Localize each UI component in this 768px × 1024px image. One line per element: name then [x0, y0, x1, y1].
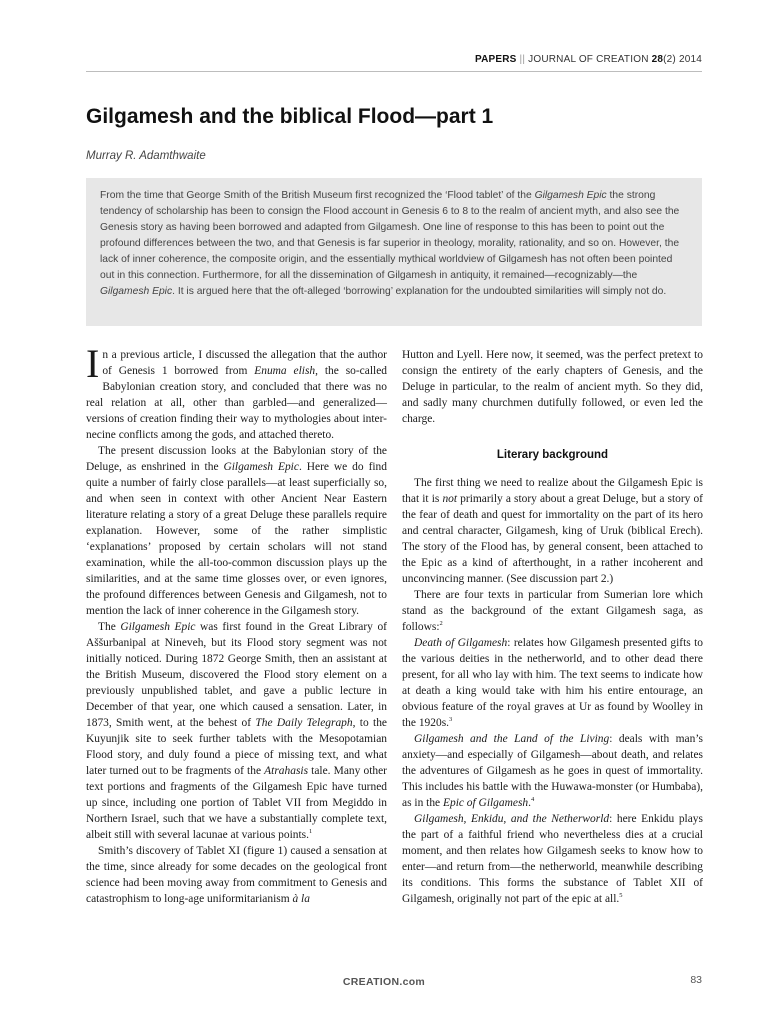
paragraph-text: tale. Many other text portions and fragments of the Gilgamesh Epic have turned up since, including one portion of Tablet VII from Megiddo in Northern Israel, such that we have a substantially complete text, albeit still with several lacunae at various points.: [86, 765, 387, 841]
footnote-ref[interactable]: 2: [439, 620, 443, 628]
paragraph-italic: Gilgamesh, Enkidu, and the Netherworld: [414, 813, 610, 825]
body-column-right: [402, 347, 703, 907]
section-label: PAPERS: [474, 54, 517, 65]
paragraph-text: .: [528, 797, 531, 809]
page-number: 83: [690, 974, 702, 986]
body-paragraph: [86, 443, 387, 619]
footnote-ref[interactable]: 4: [530, 796, 535, 804]
abstract-text: From the time that George Smith of the British Museum first recognized the ‘Flood tablet’ of the: [100, 190, 535, 201]
paragraph-text: . Here we do find quite a number of fairly close parallels—at least superficially so, and when seen in context with other Ancient Near Eastern literature relating a story of a great Deluge these parallels require explanation. However, some of the rather simplistic ‘explanations’ proposed by certain scholars will not stand examination, while the all-too-common discussion plays up the similarities, and at the same time glosses over, or even ignores, the profound differences between Genesis and Gilgamesh, not to mention the lack of inner coherence in the Gilgamesh story.: [86, 461, 387, 617]
abstract-box: [86, 178, 702, 326]
journal-name: JOURNAL OF CREATION: [528, 54, 649, 65]
article-title: Gilgamesh and the biblical Flood—part 1: [86, 105, 494, 128]
paragraph-italic: à la: [292, 893, 310, 905]
body-paragraph: [86, 619, 387, 843]
journal-volume: 28: [651, 54, 664, 65]
abstract-italic: Gilgamesh Epic: [100, 286, 173, 297]
body-paragraph: [402, 811, 703, 907]
paragraph-italic: Enuma elish: [254, 365, 316, 377]
header-separator: ||: [519, 54, 526, 65]
header-rule: [86, 71, 702, 72]
body-paragraph: [402, 587, 703, 635]
abstract-text: . It is argued here that the oft-alleged ‘borrowing’ explanation for the undoubted similarities will simply not do.: [172, 286, 667, 297]
body-paragraph: [402, 731, 703, 811]
paragraph-text: : relates how Gilgamesh presented gifts to the various deities in the netherworld, and to other dead there present, for all who lay with him. The text seems to indicate how at death a king would take with him his entire entourage, an obvious feature of the royal graves at Ur as found by Woolley in the 1920s.: [402, 637, 703, 729]
abstract-text: the strong tendency of scholarship has been to consign the Flood account in Genesis 6 to 8 to the realm of ancient myth, and also see the Genesis story as having been borrowed and adapted from Gilgamesh. One line of response to this has been to point out the profound differences between the two, and that Genesis is far superior in theology, morality, rationality, and so on. However, the lack of inner coherence, the composite origin, and the essentially mythical worldview of Gilgamesh has not often been pointed out in this connection. Furthermore, for all the dissemination of Gilgamesh in antiquity, it remained—recognizably—the: [100, 190, 680, 281]
abstract-italic: Gilgamesh Epic: [534, 190, 607, 201]
paragraph-text: n a previous article, I discussed the allegation that the author of Genesis 1 borrowed from: [102, 349, 387, 377]
paragraph-italic: The Daily Telegraph: [255, 717, 353, 729]
paragraph-text: was first found in the Great Library of Aššurbanipal at Nineveh, but its Flood story segment was not initially noticed. During 1872 George Smith, then an assistant at the British Museum, discovered the Flood story element on a previously unpublished tablet, and gave a public lecture in December of that year, one which caused a sensation. Later, in 1873, Smith went, at the behest of: [86, 621, 387, 729]
paragraph-italic: Gilgamesh Epic: [120, 621, 196, 633]
paragraph-text: The: [98, 621, 121, 633]
paragraph-text: , the so-called Babylonian creation story, and concluded that there was no real relation at all, other than garbled—and generalized—versions of creation finding their way to mythologies about inter-necine conflicts among the gods, and attached thereto.: [86, 365, 387, 441]
paragraph-italic: Atrahasis: [264, 765, 309, 777]
journal-issue-year: (2) 2014: [663, 54, 702, 65]
footnote-ref[interactable]: 1: [308, 828, 313, 836]
drop-cap: I: [86, 341, 100, 386]
body-paragraph: [86, 341, 387, 443]
body-paragraph: [86, 843, 387, 907]
footer-site[interactable]: CREATION.com: [342, 976, 426, 988]
paragraph-text: The present discussion looks at the Babylonian story of the Deluge, as enshrined in the: [86, 445, 387, 473]
paragraph-text: The first thing we need to realize about the Gilgamesh Epic is that it is: [402, 477, 703, 505]
paragraph-italic: Epic of Gilgamesh: [442, 797, 529, 809]
paragraph-text: : here Enkidu plays the part of a faithful friend who nevertheless dies at a crucial moment, and then relates how Gilgamesh seeks to know how to enter—and return from—the netherworld, meanwhile describing its conditions. This forms the substance of Tablet XII of Gilgamesh, originally not part of the epic at all.: [402, 813, 703, 905]
paragraph-italic: Gilgamesh and the Land of the Living: [414, 733, 610, 745]
paragraph-italic: Gilgamesh Epic: [223, 461, 299, 473]
paragraph-text: Smith’s discovery of Tablet XI (figure 1) caused a sensation at the time, since already for some decades on the geological front science had been moving away from commitment to Genesis and catastrophism to long-age uniformitarianism: [86, 845, 387, 905]
paragraph-text: There are four texts in particular from Sumerian lore which stand as the background of the extant Gilgamesh saga, as follows:: [402, 589, 703, 633]
body-column-left: [86, 341, 387, 907]
paragraph-text: , to the Kuyunjik site to seek further tablets with the Mesopotamian Flood story, and duly found a piece of missing text, and what later turned out to be fragments of the: [86, 717, 387, 777]
body-paragraph: Hutton and Lyell. Here now, it seemed, was the perfect pretext to consign the entirety of the early chapters of Genesis, and the Deluge in particular, to the realm of ancient myth. So they did, and sadly many churchmen dutifully followed, or even led the charge.: [402, 349, 703, 425]
paragraph-text: : deals with man’s anxiety—and especially of Gilgamesh—about death, and relates the adventures of Gilgamesh as he goes in quest of immortality. This includes his battle with the Huwawa-monster (or Humbaba), as in the: [402, 733, 703, 809]
paragraph-italic: not: [442, 493, 458, 505]
article-author: Murray R. Adamthwaite: [86, 150, 206, 162]
running-header: [475, 54, 702, 65]
footnote-ref[interactable]: 3: [449, 716, 453, 724]
section-heading: Literary background: [496, 449, 609, 461]
paragraph-text: primarily a story about a great Deluge, but a story of the fear of death and quest for immortality on the part of its hero and central character, Gilgamesh, king of Uruk (biblical Erech). The story of the Flood has, by general consent, been attached to the Epic as a kind of afterthought, in a rather incoherent and unconvincing manner. (See discussion part 2.): [402, 493, 703, 585]
paragraph-italic: Death of Gilgamesh: [414, 637, 508, 649]
body-paragraph: [402, 635, 703, 731]
footnote-ref[interactable]: 5: [619, 892, 623, 900]
body-paragraph: [402, 475, 703, 587]
